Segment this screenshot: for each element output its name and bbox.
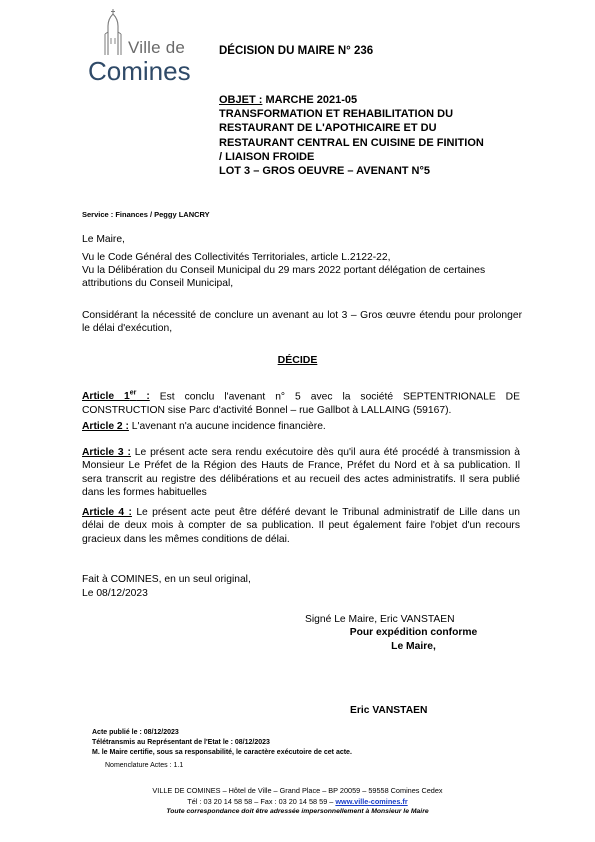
footer-phone-fax: Tél : 03 20 14 58 58 – Fax : 03 20 14 58 59 – bbox=[187, 797, 336, 806]
objet-market: MARCHE 2021-05 bbox=[262, 94, 358, 106]
signature-expedition-line: Pour expédition conforme bbox=[349, 627, 478, 638]
objet-line-3: RESTAURANT CENTRAL EN CUISINE DE FINITION bbox=[219, 136, 484, 149]
date-line: Le 08/12/2023 bbox=[82, 588, 148, 599]
vu-deliberation-line: Vu la Délibération du Conseil Municipal du 29 mars 2022 portant délégation de certaines attributions du Conseil Municipal, bbox=[82, 265, 486, 290]
article-2-text: L'avenant n'a aucune incidence financière. bbox=[128, 421, 326, 432]
acte-block bbox=[92, 728, 352, 758]
objet-line-1: TRANSFORMATION ET REHABILITATION DU bbox=[219, 108, 454, 121]
acte-nomenclature: Nomenclature Actes : 1.1 bbox=[105, 762, 184, 769]
article-3-text: Le présent acte sera rendu exécutoire dès qu'il aura été procédé à transmission à Monsieur Le Préfet de la Région des Hauts de France, Préfet du Nord et à sa publication. Il sera transcrit au registre des délibérations et au recueil des actes administratifs. Il sera publié dans les formes habituelles bbox=[82, 447, 520, 498]
logo-line-ville-de: Ville de bbox=[128, 38, 186, 57]
acte-publie: Acte publié le : 08/12/2023 bbox=[92, 729, 179, 736]
article-2 bbox=[82, 420, 520, 433]
le-maire-line: Le Maire, bbox=[82, 234, 125, 245]
service-line: Service : Finances / Peggy LANCRY bbox=[82, 210, 210, 219]
article-2-label: Article 2 : bbox=[82, 421, 129, 432]
vu-code-line: Vu le Code Général des Collectivités Territoriales, article L.2122-22, bbox=[82, 252, 391, 263]
article-1 bbox=[82, 387, 520, 417]
footer-correspondence-note: Toute correspondance doit être adressée impersonnellement à Monsieur le Maire bbox=[166, 808, 429, 815]
article-1-label: Article 1er : bbox=[82, 390, 150, 403]
objet-label: OBJET : bbox=[219, 94, 263, 106]
church-tower-icon bbox=[100, 8, 126, 56]
article-4 bbox=[82, 506, 520, 546]
objet-block bbox=[219, 93, 519, 178]
article-4-text: Le présent acte peut être déféré devant le Tribunal administratif de Lille dans un délai de deux mois à compter de sa publication. Il peut également faire l'objet d'un recours gracieux dans les mêmes conditions de délai. bbox=[82, 507, 520, 545]
footer-website-link[interactable]: www.ville-comines.fr bbox=[335, 797, 408, 806]
article-1-text: Est conclu l'avenant n° 5 avec la société SEPTENTRIONALE DE CONSTRUCTION sise Parc d'activité Bonnel – rue Gallbot à LALLAING (59167). bbox=[82, 391, 520, 416]
acte-certifie: M. le Maire certifie, sous sa responsabilité, le caractère exécutoire de cet acte. bbox=[92, 749, 352, 756]
decide-heading: DÉCIDE bbox=[277, 354, 318, 366]
signature-signed-line: Signé Le Maire, Eric VANSTAEN bbox=[305, 614, 455, 625]
footer-contact bbox=[0, 797, 595, 806]
objet-line-2: RESTAURANT DE L'APOTHICAIRE ET DU bbox=[219, 122, 437, 135]
article-4-label: Article 4 : bbox=[82, 507, 132, 518]
signature-le-maire-line: Le Maire, bbox=[391, 641, 436, 652]
article-3 bbox=[82, 446, 520, 499]
considerant-paragraph: Considérant la nécessité de conclure un avenant au lot 3 – Gros œuvre étendu pour prolonger le délai d'exécution, bbox=[82, 310, 522, 335]
objet-first-line bbox=[219, 93, 519, 107]
logo-line-comines: Comines bbox=[88, 56, 191, 86]
footer-address: VILLE DE COMINES – Hôtel de Ville – Grand Place – BP 20059 – 59558 Comines Cedex bbox=[152, 786, 443, 795]
objet-line-5: LOT 3 – GROS OEUVRE – AVENANT N°5 bbox=[219, 165, 430, 178]
objet-line-4: / LIAISON FROIDE bbox=[219, 150, 315, 163]
fait-a-line: Fait à COMINES, en un seul original, bbox=[82, 574, 251, 585]
article-3-label: Article 3 : bbox=[82, 447, 131, 458]
signature-name: Eric VANSTAEN bbox=[350, 705, 428, 716]
acte-teletransmis: Télétransmis au Représentant de l'Etat le : 08/12/2023 bbox=[92, 739, 270, 746]
city-logo bbox=[88, 8, 203, 88]
decision-title: DÉCISION DU MAIRE N° 236 bbox=[219, 45, 374, 57]
